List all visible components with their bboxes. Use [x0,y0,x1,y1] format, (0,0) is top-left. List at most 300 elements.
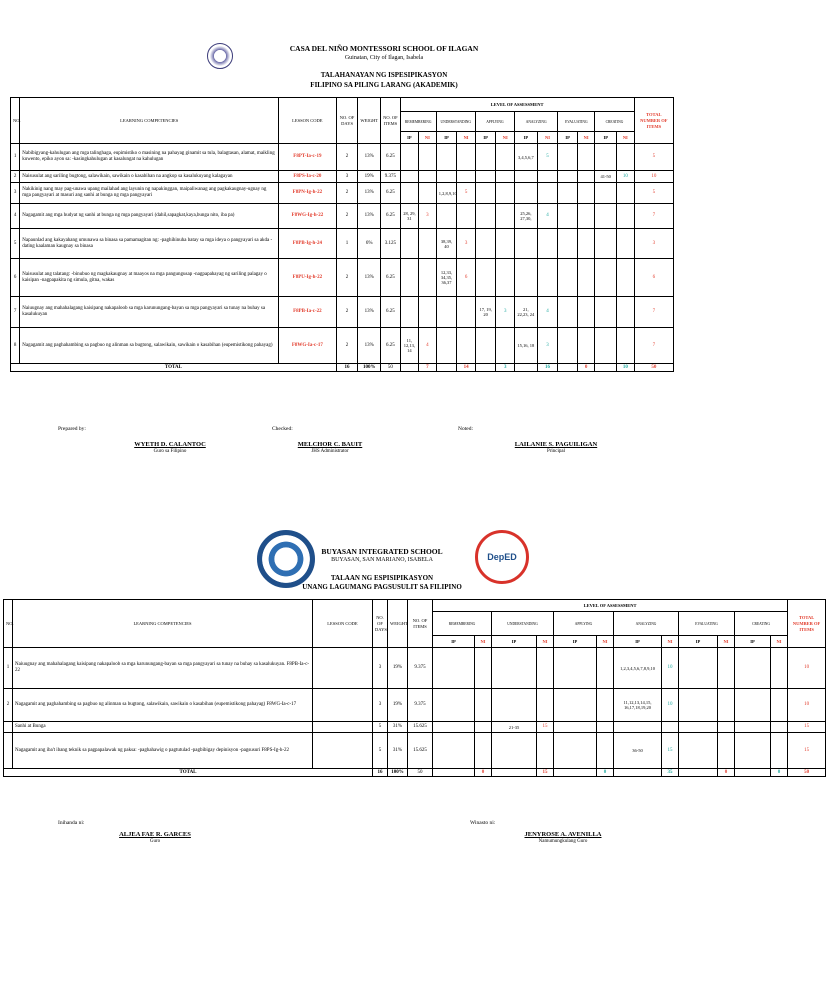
table-row [11,171,674,183]
number-of-items-cell [617,183,635,204]
school-name-2: BUYASAN INTEGRATED SCHOOL [321,547,443,556]
row-number: 2 [4,689,13,722]
doc-subtitle-2: UNANG LAGUMANG PAGSUSULIT SA FILIPINO [302,583,462,591]
lesson-code: F8PN-Ig-h-22 [279,183,337,204]
item-placement-cell [515,229,538,259]
header-competencies-2: LEARNING COMPETENCIES [13,600,313,648]
days-cell: 3 [373,648,388,689]
number-of-items-cell: 6 [457,259,476,297]
ni-header-2: NI [597,636,614,648]
lesson-code: F8PU-Ig-h-22 [279,259,337,297]
item-placement-cell [595,229,617,259]
totals-days: 16 [373,769,388,777]
days-cell: 3 [336,171,358,183]
number-of-items-cell [537,229,558,259]
totals-ip-cell [400,364,419,372]
ip-header-2: IP [614,636,662,648]
table-row [11,259,674,297]
item-placement-cell [679,648,718,689]
ni-header: NI [457,132,476,144]
item-placement-cell: 12,33, 34,35, 36,37 [436,259,457,297]
totals-ni-cell: 14 [457,364,476,372]
header-items: NO. OF ITEMS [381,98,401,144]
weight-cell: 13% [358,297,381,328]
competency-text: Sanhi at Bunga [13,722,313,733]
item-placement-cell [400,259,419,297]
item-placement-cell [614,722,662,733]
item-placement-cell [475,144,496,171]
doc-title: TALAHANAYAN NG ISPESIPIKASYON [320,71,448,79]
competency-text: Naisusulat ang talatang: -binubuo ng magkakaugnay at maayos na mga pangungusap -nagpapahayag ng sariling palagay o kaisipan -nagpapakita ng simula, gitna, wakas [20,259,279,297]
item-placement-cell [558,204,578,229]
item-placement-cell [433,722,475,733]
number-of-items-cell: 10 [662,689,679,722]
number-of-items-cell: 3 [457,229,476,259]
row-total: 6 [634,259,673,297]
weight-cell: 13% [358,259,381,297]
item-placement-cell [436,204,457,229]
number-of-items-cell [457,297,476,328]
number-of-items-cell [662,722,679,733]
prepared-role: Guro sa Filipino [153,449,187,454]
days-cell: 2 [336,204,358,229]
item-placement-cell [558,259,578,297]
totals-ni-cell: 0 [771,769,788,777]
number-of-items-cell [771,733,788,769]
prepared-name-2: ALJEA FAE R. GARCES [119,831,191,838]
item-placement-cell [400,229,419,259]
ni-header: NI [537,132,558,144]
competency-text: Nagagamit ang mga hudyat ng sanhi at bunga ng mga pangyayari (dahil,sapagkat,kaya,bunga nito, iba pa) [20,204,279,229]
row-total: 5 [634,183,673,204]
competency-text: Nagagamit ang paghahambing sa pagbuo ng alinman sa bugtong, salawikain, sawikain o kasabihan (eupemistikong pahayag) F8WG-Ia-c-17 [13,689,313,722]
totals-ni-cell: 7 [419,364,437,372]
ni-header-2: NI [537,636,554,648]
level-applying-2: APPLYING [554,612,614,636]
table-row [11,183,674,204]
totals-row [11,364,674,372]
number-of-items-cell: 15 [662,733,679,769]
item-placement-cell [475,171,496,183]
number-of-items-cell [718,689,735,722]
totals-days: 16 [336,364,358,372]
row-number: 3 [11,183,20,204]
item-placement-cell [558,144,578,171]
totals-ip-cell [554,769,597,777]
number-of-items-cell [577,297,595,328]
items-cell: 6.25 [381,297,401,328]
row-total: 15 [788,733,826,769]
lesson-code: F8WG-Ia-c-17 [279,328,337,364]
days-cell: 5 [373,733,388,769]
number-of-items-cell [617,204,635,229]
ni-header-2: NI [475,636,492,648]
level-understanding-2: UNDERSTANDING [492,612,554,636]
number-of-items-cell [419,229,437,259]
item-placement-cell: 28, 29, 31 [400,204,419,229]
row-number [4,733,13,769]
item-placement-cell [475,183,496,204]
number-of-items-cell [537,171,558,183]
number-of-items-cell: 4 [537,204,558,229]
number-of-items-cell [496,204,515,229]
totals-weight: 100% [358,364,381,372]
item-placement-cell [679,722,718,733]
weight-cell: 19% [388,648,408,689]
number-of-items-cell [537,259,558,297]
item-placement-cell: 15,16, 18 [515,328,538,364]
ni-header: NI [496,132,515,144]
level-applying: APPLYING [475,112,514,132]
header-total: TOTAL NUMBER OF ITEMS [634,98,673,144]
number-of-items-cell: 3 [537,328,558,364]
totals-ni-cell: 35 [662,769,679,777]
item-placement-cell [400,144,419,171]
item-placement-cell [679,733,718,769]
number-of-items-cell [597,648,614,689]
number-of-items-cell: 15 [537,722,554,733]
totals-grand: 50 [788,769,826,777]
number-of-items-cell [771,648,788,689]
number-of-items-cell: 10 [662,648,679,689]
item-placement-cell [433,648,475,689]
row-number: 1 [11,144,20,171]
lesson-code: F8PB-Ig-h-24 [279,229,337,259]
item-placement-cell [554,733,597,769]
weight-cell: 19% [358,171,381,183]
checked-label: Checked: [272,426,293,432]
item-placement-cell: 21-35 [492,722,537,733]
row-total: 7 [634,328,673,364]
totals-ip-cell [475,364,496,372]
ni-header-2: NI [662,636,679,648]
header-lesson-code-2: LESSON CODE [313,600,373,648]
item-placement-cell [735,722,771,733]
items-cell: 6.25 [381,204,401,229]
totals-ni-cell: 0 [577,364,595,372]
level-evaluating: EVALUATING [558,112,595,132]
header-days: NO. OF DAYS [336,98,358,144]
competency-text: Naiuugnay ang mahahalagang kaisipang nakapaloob sa mga karunungang-bayan sa mga pangyayari sa tunay na buhay sa kasalukuyan. F8PB-Ia-c-22 [13,648,313,689]
number-of-items-cell [537,648,554,689]
number-of-items-cell [771,722,788,733]
ip-header: IP [475,132,496,144]
prepared-role-2: Guro [149,839,161,844]
item-placement-cell [595,183,617,204]
totals-grand: 50 [634,364,673,372]
deped-logo-text: DepED [487,552,517,562]
row-total: 7 [634,204,673,229]
header-lesson-code: LESSON CODE [279,98,337,144]
item-placement-cell [475,259,496,297]
prepared-label-2: Inihanda ni: [58,820,85,826]
number-of-items-cell [496,259,515,297]
table-row [4,689,826,722]
item-placement-cell [595,297,617,328]
ip-header-2: IP [433,636,475,648]
row-number: 2 [11,171,20,183]
totals-ip-cell [679,769,718,777]
number-of-items-cell [496,229,515,259]
number-of-items-cell [617,144,635,171]
lesson-code: F8PB-Ia-c-22 [279,297,337,328]
row-number: 5 [11,229,20,259]
table-row [4,722,826,733]
number-of-items-cell: 3 [419,204,437,229]
number-of-items-cell [718,733,735,769]
number-of-items-cell [419,144,437,171]
specification-table-1 [10,97,674,372]
competency-text: Nabibigyang-kahulugan ang mga talinghaga, eupimistiko o masining na pahayag ginamit sa tula, balagtasan, alamat, maikling kuwento, epiko ayon sa: -kasingkahulugan at kasalungat na kahulugan [20,144,279,171]
ip-header: IP [595,132,617,144]
doc-title-2: TALAAN NG ESPISIPIKASYON [330,574,434,582]
header-days-2: NO. OF DAYS [373,600,388,648]
totals-ni-cell: 16 [537,364,558,372]
item-placement-cell [400,171,419,183]
ip-header-2: IP [679,636,718,648]
items-cell: 9.375 [408,648,433,689]
header-level: LEVEL OF ASSESSMENT [400,98,634,112]
ni-header: NI [617,132,635,144]
weight-cell: 31% [388,733,408,769]
item-placement-cell [554,648,597,689]
lesson-code [313,733,373,769]
days-cell: 3 [373,689,388,722]
item-placement-cell: 41-50 [595,171,617,183]
item-placement-cell [400,183,419,204]
level-evaluating-2: EVALUATING [679,612,735,636]
level-creating: CREATING [595,112,634,132]
competency-text: Naisusulat ang sariling bugtong, salawikain, sawikain o kasabihan na angkop sa kasalukuyang kalagayan [20,171,279,183]
number-of-items-cell: 10 [617,171,635,183]
number-of-items-cell [475,733,492,769]
table-row [11,204,674,229]
ip-header-2: IP [735,636,771,648]
items-cell: 15.625 [408,722,433,733]
number-of-items-cell [577,204,595,229]
item-placement-cell: 25,26, 27,30, [515,204,538,229]
row-number: 4 [11,204,20,229]
number-of-items-cell [577,259,595,297]
number-of-items-cell [718,722,735,733]
table-row [4,733,826,769]
checked-role: JHS Administrator [311,449,349,454]
totals-items: 50 [381,364,401,372]
totals-ni-cell: 3 [496,364,515,372]
header-items-2: NO. OF ITEMS [408,600,433,648]
item-placement-cell: 17, 19, 20 [475,297,496,328]
school-name: CASA DEL NIÑO MONTESSORI SCHOOL OF ILAGAN [289,44,479,53]
number-of-items-cell [617,229,635,259]
item-placement-cell [436,144,457,171]
totals-ni-cell: 0 [597,769,614,777]
number-of-items-cell [577,144,595,171]
item-placement-cell [492,733,537,769]
number-of-items-cell [718,648,735,689]
competency-text: Naiuugnay ang mahahalagang kaisipang nakapaloob sa mga karunungang-bayan sa mga pangyayari sa tunay na buhay sa kasalukuyan [20,297,279,328]
item-placement-cell [735,648,771,689]
totals-ip-cell [492,769,537,777]
totals-ip-cell [433,769,475,777]
ni-header-2: NI [718,636,735,648]
number-of-items-cell [617,328,635,364]
level-understanding: UNDERSTANDING [436,112,475,132]
ni-header: NI [419,132,437,144]
table-row [11,229,674,259]
number-of-items-cell [457,171,476,183]
item-placement-cell: 1,2,3,4,5,6,7,8,9,10 [614,648,662,689]
item-placement-cell [595,259,617,297]
weight-cell: 13% [358,328,381,364]
item-placement-cell [433,689,475,722]
table-row [4,648,826,689]
number-of-items-cell [597,722,614,733]
number-of-items-cell: 4 [537,297,558,328]
weight-cell: 13% [358,144,381,171]
level-remembering-2: REMEMBERING [433,612,492,636]
number-of-items-cell [537,183,558,204]
lesson-code [313,648,373,689]
weight-cell: 19% [388,689,408,722]
lesson-code [313,722,373,733]
items-cell: 3.125 [381,229,401,259]
level-creating-2: CREATING [735,612,788,636]
totals-label: TOTAL [4,769,373,777]
number-of-items-cell [419,259,437,297]
header-no: NO. [11,98,20,144]
number-of-items-cell [419,183,437,204]
totals-ni-cell: 15 [537,769,554,777]
number-of-items-cell [457,144,476,171]
specification-table-2 [3,599,826,777]
item-placement-cell [554,722,597,733]
row-total: 10 [634,171,673,183]
prepared-label: Prepared by: [58,426,86,432]
competency-text: Napaunlad ang kakayahang umunawa sa binasa sa pamamagitan ng: -paghihinuha batay sa mga ideya o pangyayari sa akda -dating kaalaman kaugnay sa binasa [20,229,279,259]
lesson-code [313,689,373,722]
item-placement-cell [475,328,496,364]
item-placement-cell [400,297,419,328]
item-placement-cell [515,183,538,204]
items-cell: 6.25 [381,183,401,204]
header-weight: WEIGHT [358,98,381,144]
totals-row [4,769,826,777]
number-of-items-cell: 4 [419,328,437,364]
ip-header-2: IP [492,636,537,648]
number-of-items-cell [457,204,476,229]
table-row [11,297,674,328]
number-of-items-cell [577,229,595,259]
ni-header-2: NI [771,636,788,648]
noted-role: Principal [546,449,566,454]
competency-text: Nakikinig nang may pag-unawa upang mailahad ang layunin ng napakinggan, maipaliwanag ang pagkakaugnay-ugnay ng mga pangyayari at masuri ang sanhi at bunga ng mga pangyayari [20,183,279,204]
item-placement-cell: 11,12,13,14,15, 16,17,18,19,20 [614,689,662,722]
number-of-items-cell [597,733,614,769]
noted-role-2: Namumungkulang Guro [538,839,588,844]
lesson-code: F8PS-Ia-c-20 [279,171,337,183]
totals-weight: 100% [388,769,408,777]
item-placement-cell [558,229,578,259]
noted-label: Noted: [458,426,473,432]
item-placement-cell: 36-50 [614,733,662,769]
days-cell: 2 [336,297,358,328]
row-total: 10 [788,648,826,689]
ip-header: IP [400,132,419,144]
item-placement-cell: 3,4,5,6,7 [515,144,538,171]
number-of-items-cell [617,259,635,297]
competency-text: Nagagamit ang iba't ibang teknik sa pagpapalawak ng paksa: -paghahawig o pagtutulad -pagbibigay depinisyon -pagsusuri F8PS-Ig-h-22 [13,733,313,769]
weight-cell: 6% [358,229,381,259]
row-total: 15 [788,722,826,733]
totals-ip-cell [558,364,578,372]
number-of-items-cell [537,689,554,722]
row-number: 8 [11,328,20,364]
row-total: 7 [634,297,673,328]
number-of-items-cell [617,297,635,328]
number-of-items-cell [457,328,476,364]
item-placement-cell [436,328,457,364]
level-analyzing-2: ANALYZING [614,612,679,636]
days-cell: 5 [373,722,388,733]
item-placement-cell [436,171,457,183]
number-of-items-cell [419,297,437,328]
item-placement-cell [679,689,718,722]
totals-items: 50 [408,769,433,777]
item-placement-cell [595,328,617,364]
totals-ni-cell: 0 [718,769,735,777]
table-row [11,328,674,364]
prepared-name: WYETH D. CALANTOC [134,441,206,448]
days-cell: 2 [336,259,358,297]
row-number [4,722,13,733]
item-placement-cell: 1,2,8,9,10 [436,183,457,204]
item-placement-cell [735,689,771,722]
ip-header: IP [558,132,578,144]
competency-text: Nagagamit ang paghahambing sa pagbuo ng alinman sa bugtong, salawikain, sawikain o kasabihan (eupemistikong pahayag) [20,328,279,364]
checked-name: MELCHOR C. BAUIT [297,441,363,448]
lesson-code: F8WG-Ig-h-22 [279,204,337,229]
header-competencies: LEARNING COMPETENCIES [20,98,279,144]
number-of-items-cell [537,733,554,769]
totals-ip-cell [735,769,771,777]
days-cell: 2 [336,144,358,171]
item-placement-cell [433,733,475,769]
noted-name-2: JENYROSE A. AVENILLA [524,831,602,838]
items-cell: 6.25 [381,259,401,297]
item-placement-cell [475,204,496,229]
items-cell: 6.25 [381,144,401,171]
number-of-items-cell [771,689,788,722]
item-placement-cell [558,297,578,328]
items-cell: 15.625 [408,733,433,769]
noted-label-2: Winasto ni: [470,820,496,826]
lesson-code: F8PT-Ia-c-19 [279,144,337,171]
number-of-items-cell [496,328,515,364]
number-of-items-cell: 5 [537,144,558,171]
item-placement-cell [558,183,578,204]
school-address-2: BUYASAN, SAN MARIANO, ISABELA [331,557,433,563]
totals-ip-cell [614,769,662,777]
number-of-items-cell: 5 [457,183,476,204]
header-weight-2: WEIGHT [388,600,408,648]
header-total-2: TOTAL NUMBER OF ITEMS [788,600,826,648]
item-placement-cell [735,733,771,769]
number-of-items-cell [577,171,595,183]
row-number: 7 [11,297,20,328]
item-placement-cell [492,689,537,722]
days-cell: 2 [336,183,358,204]
row-number: 6 [11,259,20,297]
